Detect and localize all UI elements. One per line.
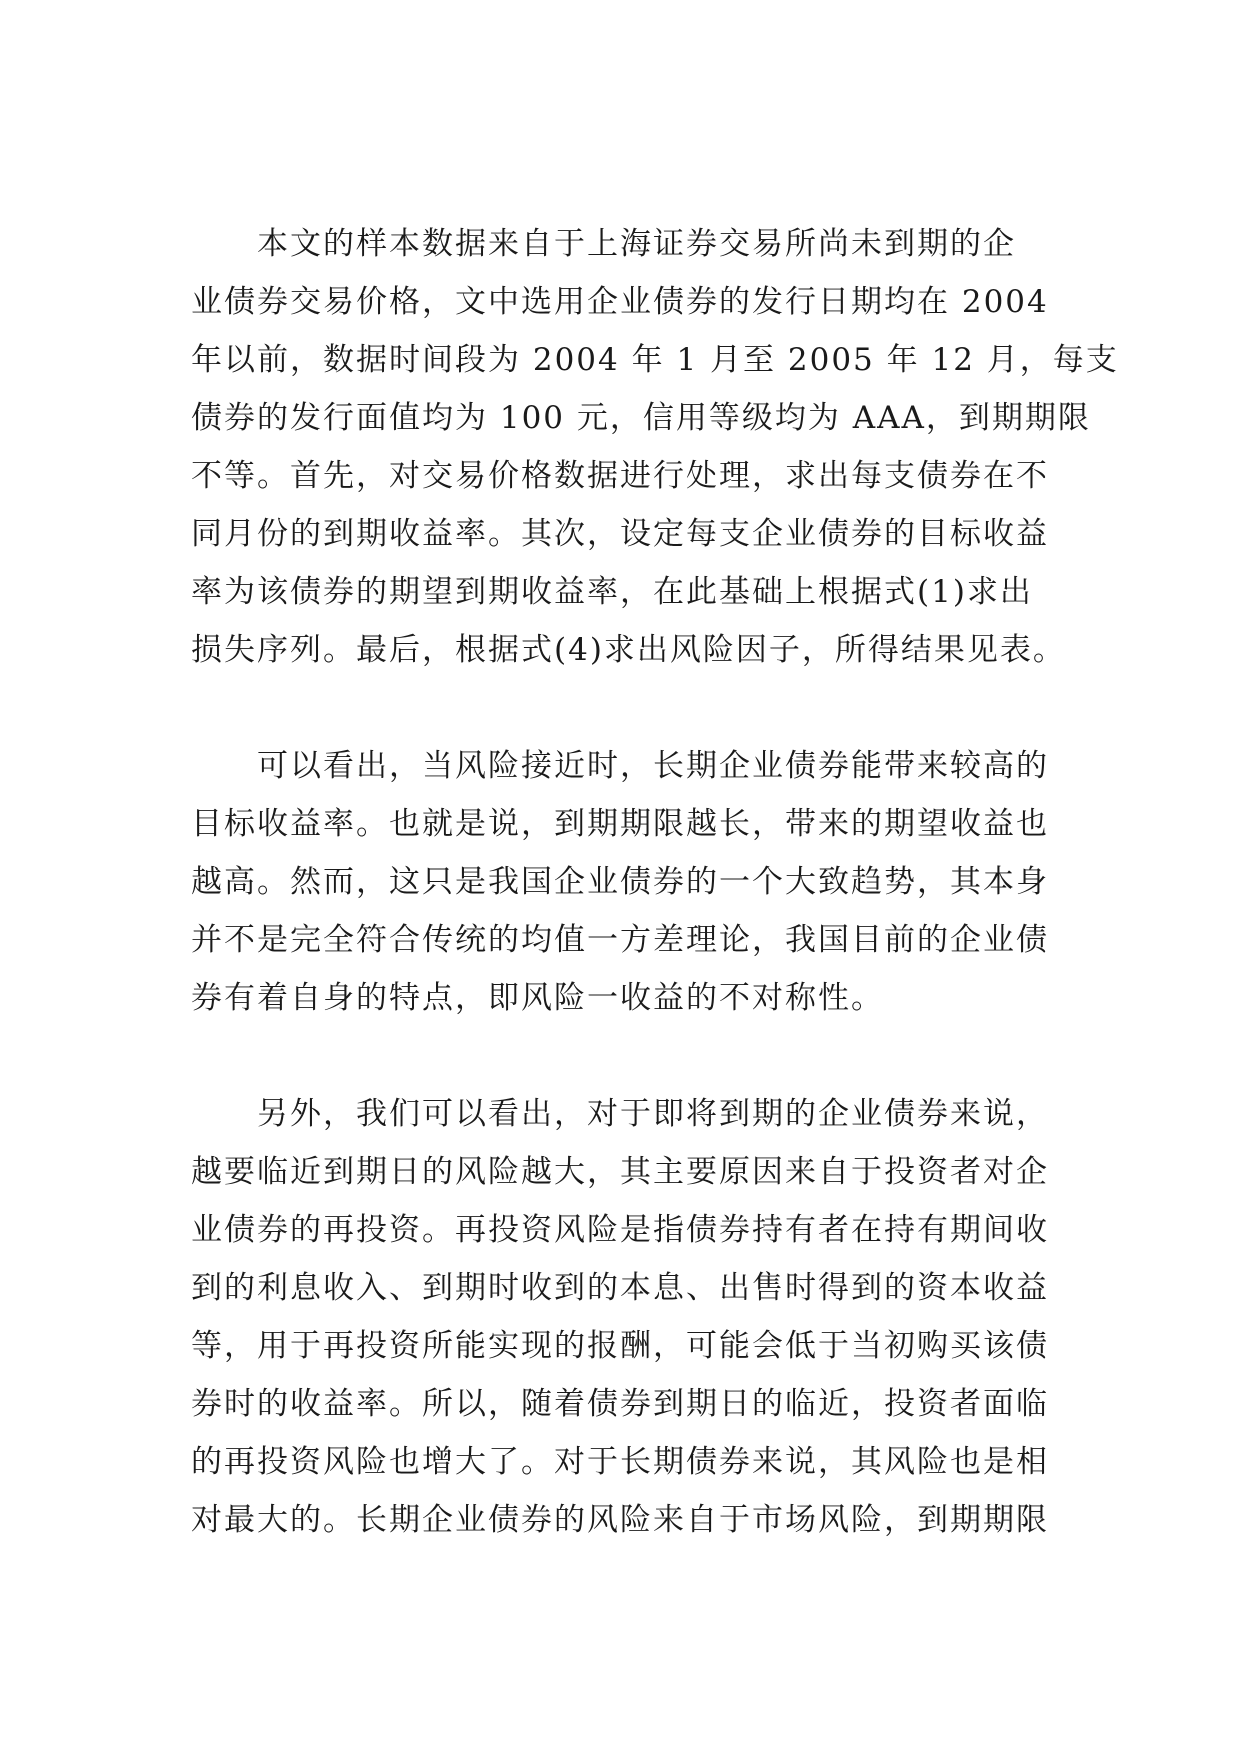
paragraph-reinvestment-risk <box>191 1085 1081 1549</box>
text-line: 到的利息收入、到期时收到的本息、出售时得到的资本收益 <box>191 1270 1049 1306</box>
text-line: 目标收益率。也就是说，到期期限越长，带来的期望收益也 <box>191 806 1049 842</box>
text-line: 债券的发行面值均为 100 元，信用等级均为 AAA，到期期限 <box>191 400 1091 436</box>
text-line: 的再投资风险也增大了。对于长期债券来说，其风险也是相 <box>191 1444 1049 1480</box>
text-line: 另外，我们可以看出，对于即将到期的企业债券来说， <box>257 1096 1049 1132</box>
text-line: 业债券交易价格，文中选用企业债券的发行日期均在 2004 <box>191 284 1049 320</box>
paragraph-risk-return <box>191 737 1081 1027</box>
text-line: 年以前，数据时间段为 2004 年 1 月至 2005 年 12 月，每支 <box>191 342 1119 378</box>
text-line: 不等。首先，对交易价格数据进行处理，求出每支债券在不 <box>191 458 1049 494</box>
text-line: 损失序列。最后，根据式(4)求出风险因子，所得结果见表。 <box>191 632 1066 668</box>
paragraph-sample-data <box>191 215 1119 679</box>
text-line: 等，用于再投资所能实现的报酬，可能会低于当初购买该债 <box>191 1328 1049 1364</box>
text-line: 并不是完全符合传统的均值一方差理论，我国目前的企业债 <box>191 922 1049 958</box>
text-line: 可以看出，当风险接近时，长期企业债券能带来较高的 <box>257 748 1049 784</box>
text-line: 越要临近到期日的风险越大，其主要原因来自于投资者对企 <box>191 1154 1049 1190</box>
text-line: 率为该债券的期望到期收益率，在此基础上根据式(1)求出 <box>191 574 1033 610</box>
text-line: 越高。然而，这只是我国企业债券的一个大致趋势，其本身 <box>191 864 1049 900</box>
text-line: 券有着自身的特点，即风险一收益的不对称性。 <box>191 980 884 1016</box>
text-line: 业债券的再投资。再投资风险是指债券持有者在持有期间收 <box>191 1212 1049 1248</box>
text-line: 本文的样本数据来自于上海证券交易所尚未到期的企 <box>257 226 1016 262</box>
text-line: 券时的收益率。所以，随着债券到期日的临近，投资者面临 <box>191 1386 1049 1422</box>
text-line: 对最大的。长期企业债券的风险来自于市场风险，到期期限 <box>191 1502 1049 1538</box>
text-line: 同月份的到期收益率。其次，设定每支企业债券的目标收益 <box>191 516 1049 552</box>
